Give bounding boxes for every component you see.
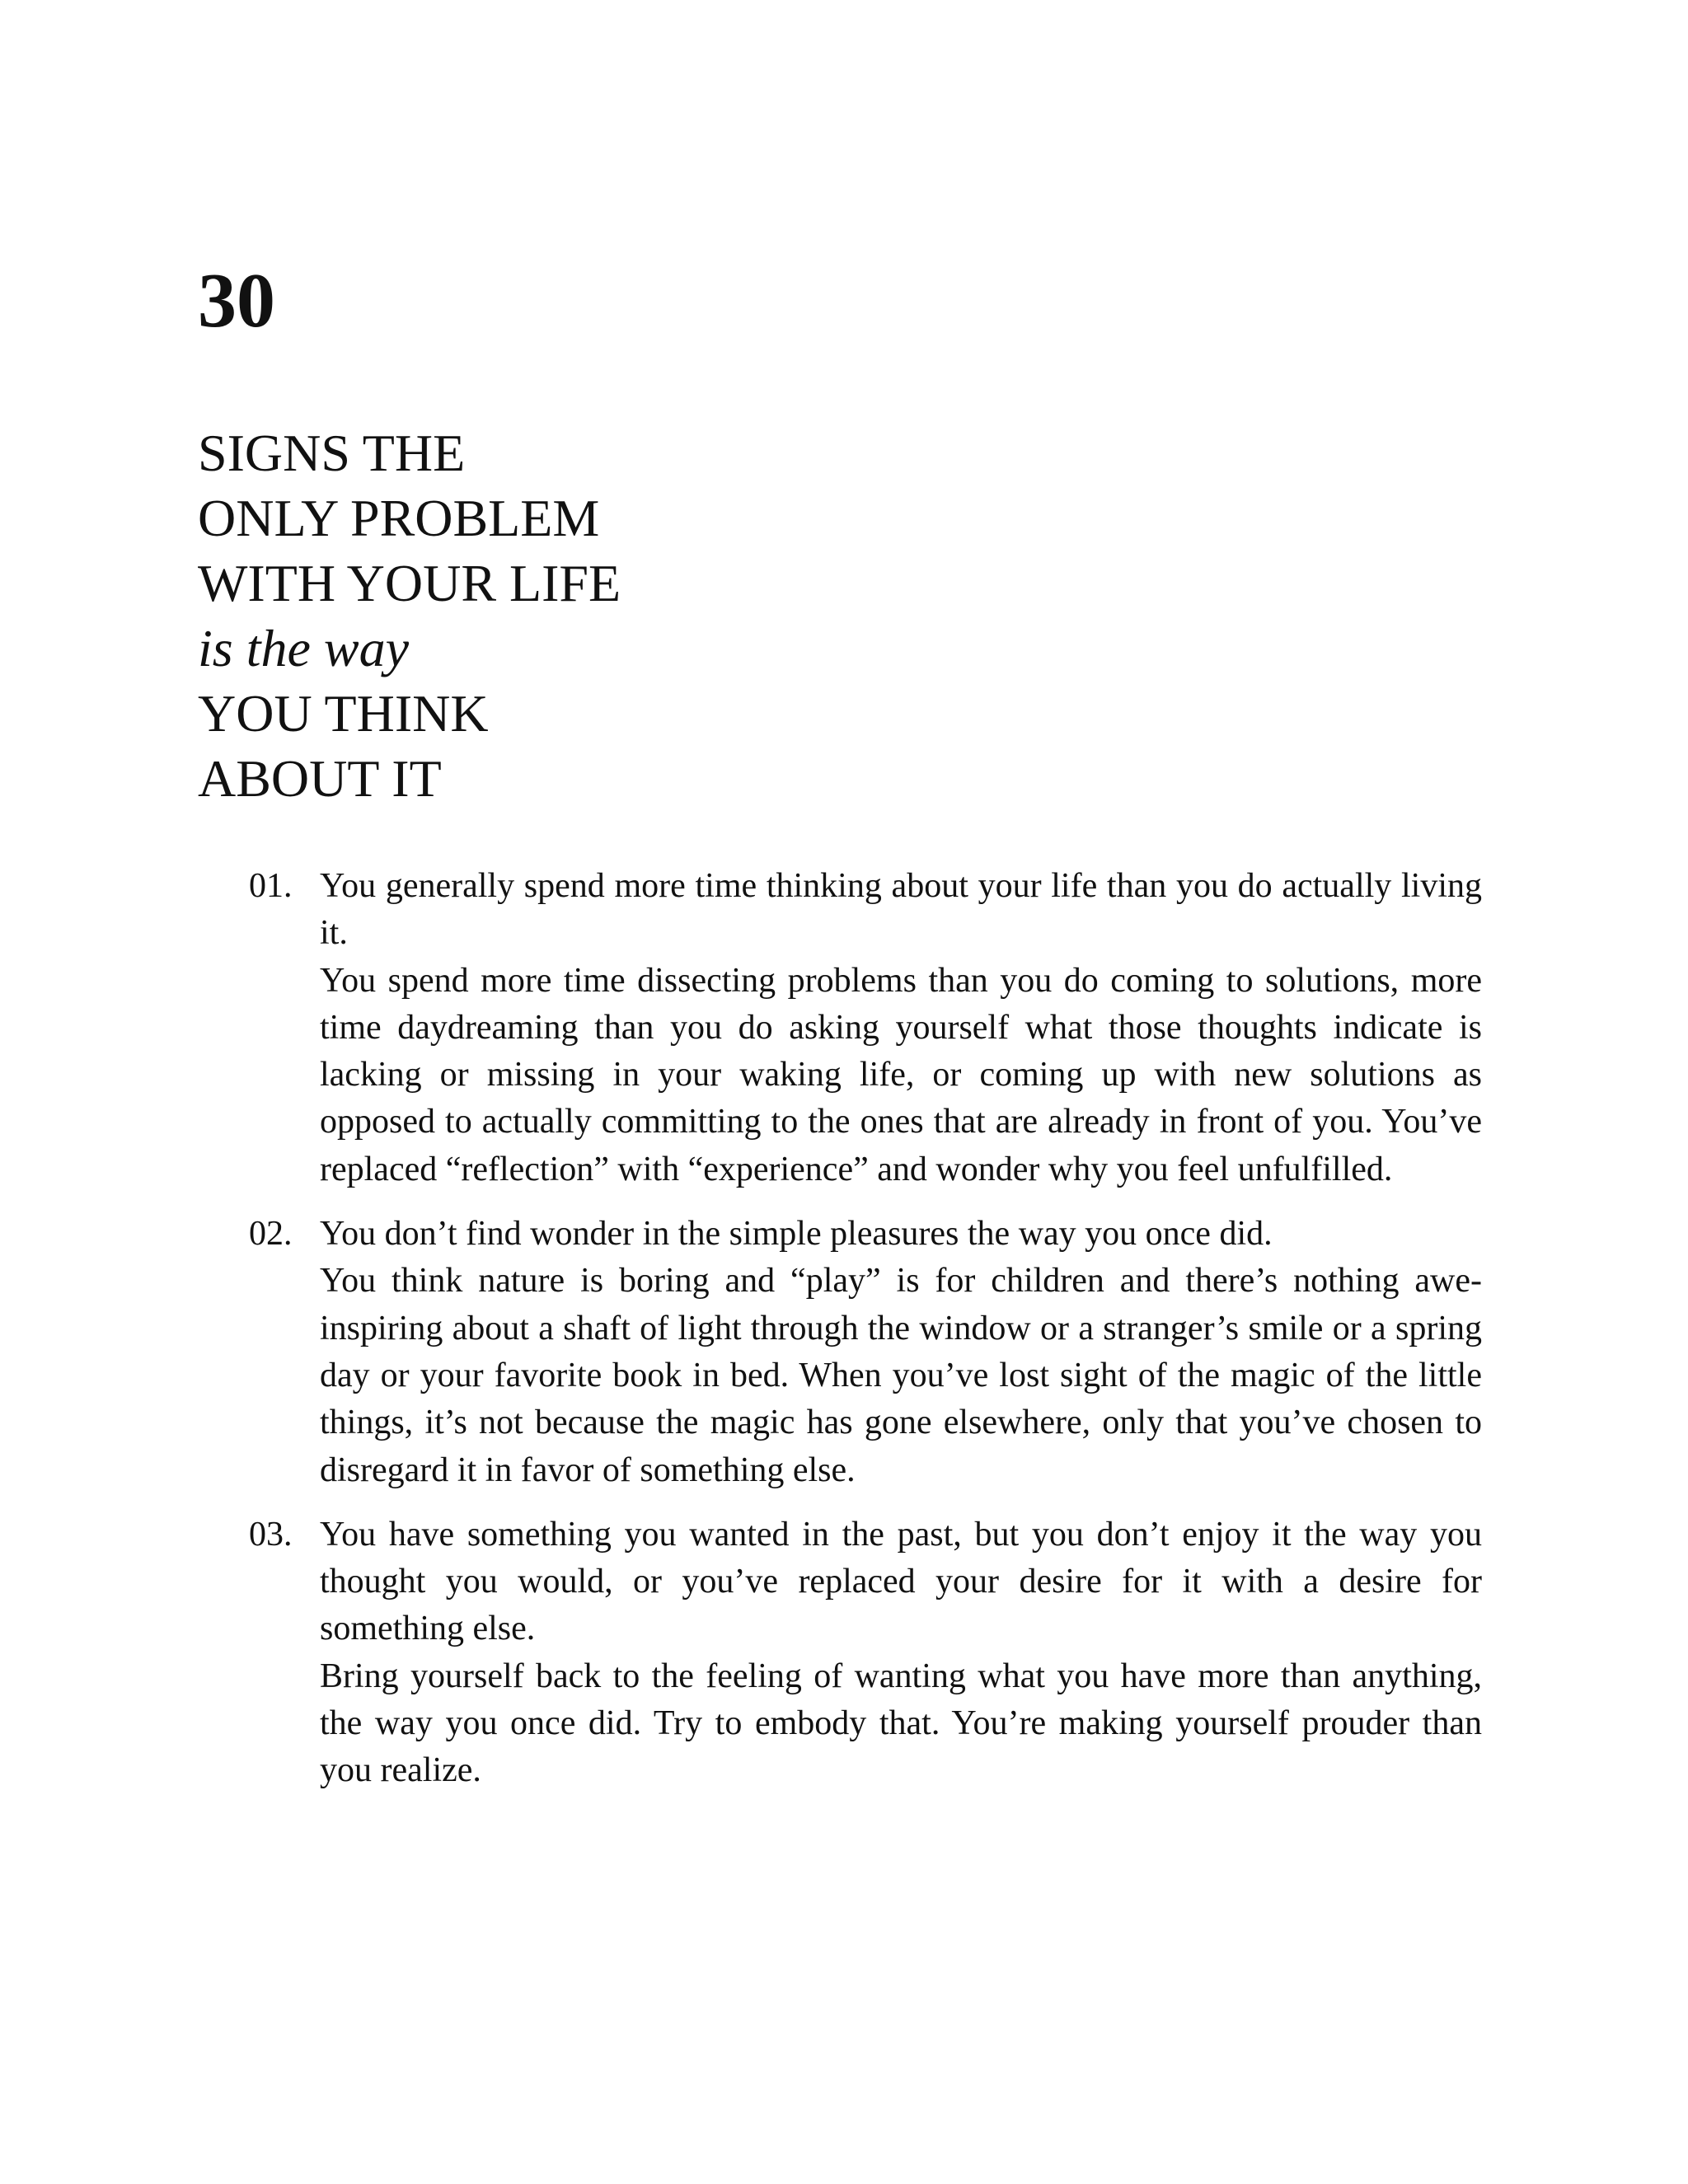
sign-number: 02. <box>249 1215 293 1254</box>
sign-number: 01. <box>249 867 293 905</box>
sign-heading: You don’t find wonder in the simple pleasures the way you once did. <box>320 1215 1273 1254</box>
chapter-title-line: ABOUT IT <box>198 749 442 808</box>
sign-text: You spend more time dissecting problems than you do coming to solutions, more time daydreaming than you do asking yourself what those thoughts indicate is lacking or missing in your waking life, or coming up with new solutions as opposed to actually committing to the ones that are already in front of you. You’ve replaced “reflection” with “experience” and wonder why you feel unfulfilled. <box>320 961 1482 1188</box>
chapter-title <box>198 420 621 811</box>
list-item <box>249 1511 1482 1795</box>
sign-body <box>320 863 1482 1193</box>
chapter-title-line: WITH YOUR LIFE <box>198 554 621 612</box>
chapter-title-line: ONLY PROBLEM <box>198 489 600 547</box>
list-item <box>249 1211 1482 1494</box>
chapter-number: 30 <box>198 258 275 344</box>
sign-text: Bring yourself back to the feeling of wanting what you have more than anything, the way you once did. Try to embody that. You’re making yourself prouder than you realize. <box>320 1657 1482 1790</box>
chapter-title-line: YOU THINK <box>198 684 489 743</box>
sign-heading: You generally spend more time thinking about your life than you do actually living it. <box>320 867 1482 953</box>
sign-body <box>320 1511 1482 1795</box>
sign-number: 03. <box>249 1515 293 1554</box>
chapter-title-line: SIGNS THE <box>198 424 466 482</box>
sign-heading: You have something you wanted in the past, but you don’t enjoy it the way you thought you would, or you’ve replaced your desire for it with a desire for something else. <box>320 1515 1482 1648</box>
list-item <box>249 863 1482 1193</box>
chapter-title-line-italic: is the way <box>198 619 409 677</box>
signs-list <box>249 863 1482 1812</box>
sign-text: You think nature is boring and “play” is for children and there’s nothing awe-inspiring about a shaft of light through the window or a stranger’s smile or a spring day or your favorite book in bed. When you’ve lost sight of the magic of the little things, it’s not because the magic has gone elsewhere, only that you’ve chosen to disregard it in favor of something else. <box>320 1262 1482 1489</box>
sign-body <box>320 1211 1482 1494</box>
